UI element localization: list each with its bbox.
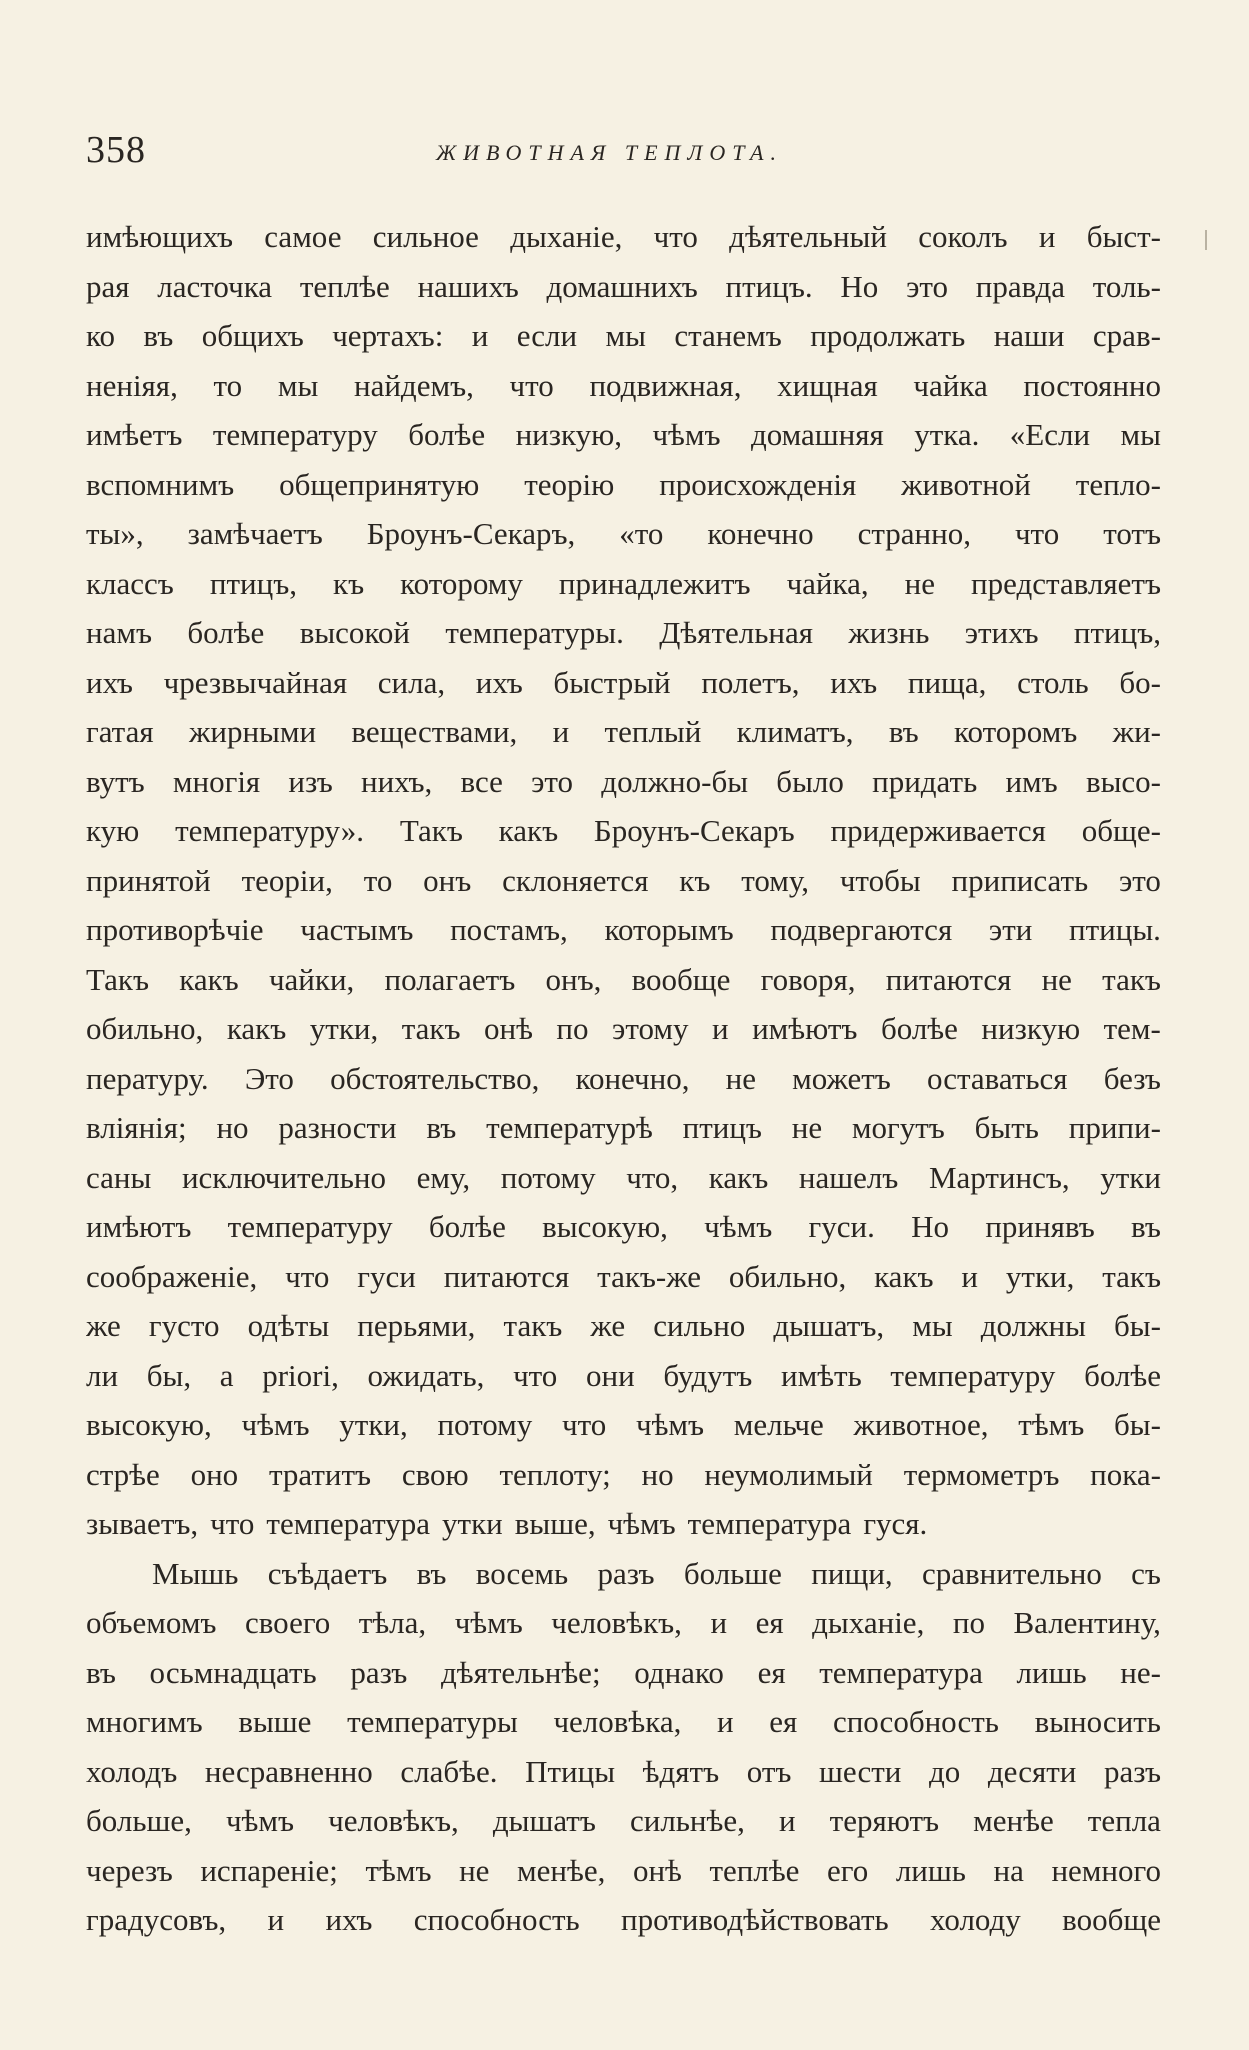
text-line: ихъ чрезвычайная сила, ихъ быстрый полетъ, ихъ пища, столь бо- (86, 664, 1161, 700)
text-line: неніяя, то мы найдемъ, что подвижная, хищная чайка постоянно (86, 367, 1161, 403)
text-line: вспомнимъ общепринятую теорію происхожденія животной тепло- (86, 466, 1161, 502)
text-line: стрѣе оно тратитъ свою теплоту; но неумолимый термометръ пока- (86, 1456, 1161, 1492)
text-line: вутъ многія изъ нихъ, все это должно-бы было придать имъ высо- (86, 763, 1161, 799)
text-line: градусовъ, и ихъ способность противодѣйствовать холоду вообще (86, 1902, 1161, 1937)
margin-mark (1205, 230, 1207, 250)
text-line: вліянія; но разности въ температурѣ птицъ не могутъ быть припи- (86, 1110, 1161, 1145)
text-line: имѣетъ температуру болѣе низкую, чѣмъ домашняя утка. «Если мы (86, 417, 1161, 452)
text-line: холодъ несравненно слабѣе. Птицы ѣдятъ отъ шести до десяти разъ (86, 1753, 1161, 1789)
text-line: кую температуру». Такъ какъ Броунъ-Секаръ придерживается обще- (86, 813, 1161, 848)
text-line: соображеніе, что гуси питаются такъ-же обильно, какъ и утки, такъ (86, 1258, 1161, 1294)
text-line: обильно, какъ утки, такъ онѣ по этому и имѣютъ болѣе низкую тем- (86, 1011, 1161, 1046)
text-line: многимъ выше температуры человѣка, и ея способность выносить (86, 1704, 1161, 1739)
text-line: черезъ испареніе; тѣмъ не менѣе, онѣ теплѣе его лишь на немного (86, 1852, 1161, 1888)
text-line: саны исключительно ему, потому что, какъ нашелъ Мартинсъ, утки (86, 1159, 1161, 1195)
text-line: высокую, чѣмъ утки, потому что чѣмъ мельче животное, тѣмъ бы- (86, 1407, 1161, 1442)
text-line: Такъ какъ чайки, полагаетъ онъ, вообще говоря, питаются не такъ (86, 961, 1161, 997)
text-line: въ осьмнадцать разъ дѣятельнѣе; однако ея температура лишь не- (86, 1654, 1161, 1690)
text-line: же густо одѣты перьями, такъ же сильно дышатъ, мы должны бы- (86, 1308, 1161, 1343)
text-line: Мышь съѣдаетъ въ восемь разъ больше пищи, сравнительно съ (152, 1555, 1161, 1591)
running-head: ЖИВОТНАЯ ТЕПЛОТА. (436, 140, 783, 165)
text-line: гатая жирными веществами, и теплый климатъ, въ которомъ жи- (86, 714, 1161, 749)
text-line: ты», замѣчаетъ Броунъ-Секаръ, «то конечно странно, что тотъ (86, 516, 1161, 551)
text-line: ли бы, a priori, ожидать, что они будутъ имѣть температуру болѣе (86, 1357, 1161, 1393)
text-line: больше, чѣмъ человѣкъ, дышатъ сильнѣе, и теряютъ менѣе тепла (86, 1803, 1161, 1838)
text-line: ко въ общихъ чертахъ: и если мы станемъ продолжать наши срав- (86, 318, 1161, 353)
text-line: принятой теоріи, то онъ склоняется къ тому, чтобы приписать это (86, 862, 1161, 898)
text-line: рая ласточка теплѣе нашихъ домашнихъ птицъ. Но это правда толь- (86, 268, 1161, 304)
text-line: объемомъ своего тѣла, чѣмъ человѣкъ, и ея дыханіе, по Валентину, (86, 1605, 1161, 1640)
text-line: зываетъ, что температура утки выше, чѣмъ температура гуся. (86, 1506, 928, 1541)
text-line: намъ болѣе высокой температуры. Дѣятельная жизнь этихъ птицъ, (86, 615, 1161, 650)
text-line: противорѣчіе частымъ постамъ, которымъ подвергаются эти птицы. (86, 912, 1161, 947)
page-number: 358 (86, 129, 146, 171)
text-line: имѣютъ температуру болѣе высокую, чѣмъ гуси. Но принявъ въ (86, 1209, 1161, 1244)
body-text (86, 212, 1161, 1945)
text-line: имѣющихъ самое сильное дыханіе, что дѣятельный соколъ и быст- (86, 219, 1161, 254)
text-line: пературу. Это обстоятельство, конечно, не можетъ оставаться безъ (86, 1060, 1161, 1096)
text-line: классъ птицъ, къ которому принадлежитъ чайка, не представляетъ (86, 565, 1161, 601)
